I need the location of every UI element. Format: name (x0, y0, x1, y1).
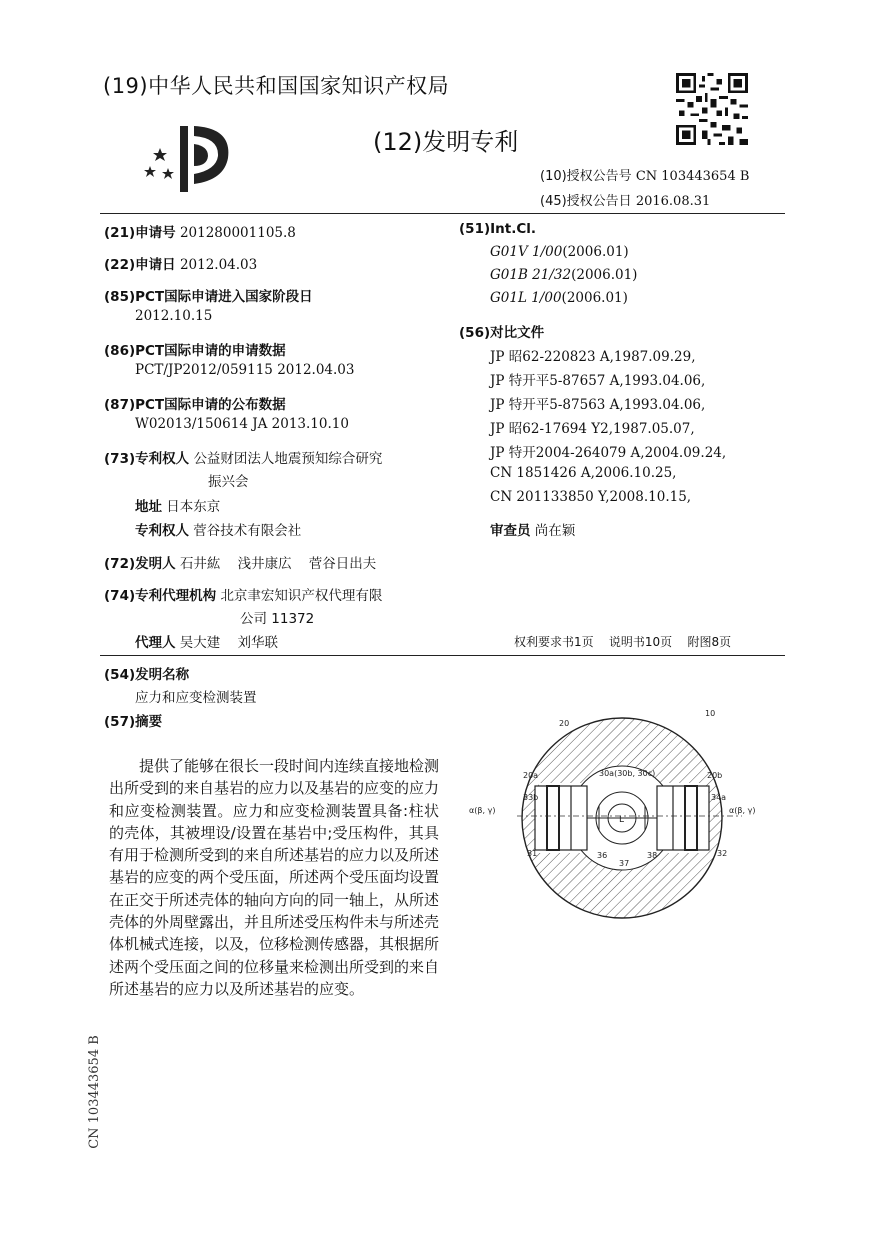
citation: JP 特开平5-87657 A,1993.04.06, (490, 373, 706, 389)
figure-label-34a: 34a (711, 793, 727, 802)
publication-number-label: (10)授权公告号 (540, 169, 632, 184)
publication-date-label: (45)授权公告日 (540, 194, 632, 209)
publication-number-row (540, 165, 749, 184)
figure-label-30a: 30a(30b, 30c) (599, 769, 656, 778)
agency-cont: 公司 11372 (240, 611, 315, 627)
patentee-name-cont: 振兴会 (208, 474, 249, 490)
agents: 吴大建 刘华联 (179, 635, 278, 651)
figure-label-alpha-right: α(β, γ) (729, 806, 756, 815)
citations-label (459, 321, 544, 341)
claims-pages: 权利要求书1页 (514, 635, 594, 649)
inventors: 石井紘 浅井康広 菅谷日出夫 (179, 556, 377, 572)
application-date: 2012.04.03 (179, 257, 258, 273)
address-row (135, 495, 220, 515)
ipc-entry (490, 290, 628, 306)
ipc-entry (490, 244, 629, 260)
left-pressure-member (535, 786, 587, 850)
ipc-entry (490, 267, 637, 283)
ipc-year: (2006.01) (562, 244, 629, 260)
ipc-code: G01V 1/00 (490, 244, 563, 260)
abstract-text: 提供了能够在很长一段时间内连续直接地检测出所受到的来自基岩的应力以及基岩的应变的应力和应变检测装置。应力和应变检测装置具备:柱状的壳体，其被埋设/设置在基岩中;受压构件，其具有用于检测所受到的来自所述基岩的应力以及所述基岩的应变的两个受压面，所述两个受压面均设置在正交于所述壳体的轴向方向的同一轴上，从所述壳体的外周壁露出，并且所述受压构件未与所述壳体机械式连接，以及，位移检测传感器，其根据所述两个受压面之间的位移量来检测出所受到的来自所述基岩的应力以及所述基岩的应变。 (109, 757, 440, 998)
citations-label-text: (56)对比文件 (459, 325, 545, 341)
figure-label-32: 32 (717, 849, 728, 858)
figure-label-20b: 20b (707, 771, 723, 780)
figure-label-L: L (619, 815, 625, 825)
title-label-text: (54)发明名称 (104, 667, 190, 683)
examiner: 尚在颖 (534, 523, 576, 539)
patentee-2-label: 专利权人 (135, 523, 189, 539)
application-date-label: (22)申请日 (104, 257, 176, 273)
ipc-year: (2006.01) (571, 267, 638, 283)
issuing-office: (19)中华人民共和国国家知识产权局 (103, 74, 450, 98)
ipc-label (459, 221, 536, 237)
header-rule (100, 213, 785, 214)
page-counts (514, 633, 731, 650)
application-number-row (104, 221, 296, 241)
figure-ref-number: 10 (705, 709, 716, 718)
right-pressure-member (657, 786, 709, 850)
figure-label-33b: 33b (523, 793, 539, 802)
application-date-row (104, 253, 257, 273)
publication-date-row (540, 190, 710, 209)
agent-row (135, 631, 278, 651)
publication-date: 2016.08.31 (635, 194, 711, 209)
patentee-2: 菅谷技术有限会社 (193, 523, 302, 539)
agency: 北京聿宏知识产权代理有限 (220, 588, 383, 604)
figure-label-36: 36 (597, 851, 608, 860)
citation: JP 特开2004-264079 A,2004.09.24, (490, 445, 727, 461)
cnipa-logo (140, 118, 240, 198)
ipc-code: G01L 1/00 (490, 290, 562, 306)
citation: JP 昭62-17694 Y2,1987.05.07, (490, 421, 695, 437)
figure-label-20a: 20a (523, 771, 539, 780)
pct-application-label (104, 339, 286, 359)
figure-label-38: 38 (647, 851, 658, 860)
pct-application-data: PCT/JP2012/059115 2012.04.03 (135, 362, 355, 378)
pct-entry-date: 2012.10.15 (135, 308, 213, 324)
patentee-label: (73)专利权人 (104, 451, 190, 467)
agency-label: (74)专利代理机构 (104, 588, 217, 604)
examiner-row (490, 519, 575, 539)
citation: JP 昭62-220823 A,1987.09.29, (490, 349, 696, 365)
side-number-text: CN 103443654 B (87, 1035, 102, 1149)
pct-publication-label (104, 393, 286, 413)
invention-title: 应力和应变检测装置 (135, 690, 257, 706)
ipc-year: (2006.01) (561, 290, 628, 306)
pct-publication-data: W02013/150614 JA 2013.10.10 (135, 416, 349, 432)
application-number: 201280001105.8 (179, 225, 296, 241)
ipc-label-text: (51)Int.Cl. (459, 221, 537, 237)
application-number-label: (21)申请号 (104, 225, 176, 241)
ipc-code: G01B 21/32 (490, 267, 572, 283)
agency-row (104, 584, 382, 604)
patentee-2-row (135, 519, 301, 539)
pct-entry-label (104, 285, 313, 305)
section-rule (100, 655, 785, 656)
patentee-name: 公益财团法人地震预知综合研究 (193, 451, 383, 467)
agent-label: 代理人 (135, 635, 176, 651)
address-label: 地址 (135, 499, 162, 515)
document-type: (12)发明专利 (373, 128, 519, 156)
address: 日本东京 (166, 499, 221, 515)
patentee-row (104, 447, 382, 467)
citation: CN 1851426 A,2006.10.25, (490, 465, 677, 481)
figure-label-alpha-left: α(β, γ) (469, 806, 496, 815)
description-pages: 说明书10页 (608, 635, 673, 649)
figure-label-20: 20 (559, 719, 570, 728)
abstract-label (104, 710, 162, 730)
title-label (104, 663, 189, 683)
citation: JP 特开平5-87563 A,1993.04.06, (490, 397, 706, 413)
inventor-label: (72)发明人 (104, 556, 176, 572)
side-publication-number (78, 1012, 108, 1172)
inventor-row (104, 552, 376, 572)
figure-label-37: 37 (619, 859, 630, 868)
publication-number: CN 103443654 B (635, 169, 750, 184)
examiner-label: 审查员 (490, 523, 531, 539)
abstract-label-text: (57)摘要 (104, 714, 163, 730)
drawing-pages: 附图8页 (687, 635, 732, 649)
citation: CN 201133850 Y,2008.10.15, (490, 489, 692, 505)
abstract-body (109, 755, 439, 1000)
pct-publication-label-text: (87)PCT国际申请的公布数据 (104, 397, 286, 413)
pct-application-label-text: (86)PCT国际申请的申请数据 (104, 343, 286, 359)
pct-entry-label-text: (85)PCT国际申请进入国家阶段日 (104, 289, 313, 305)
qr-code (676, 73, 748, 145)
figure-label-31: 31 (527, 849, 538, 858)
abstract-figure (467, 698, 797, 938)
